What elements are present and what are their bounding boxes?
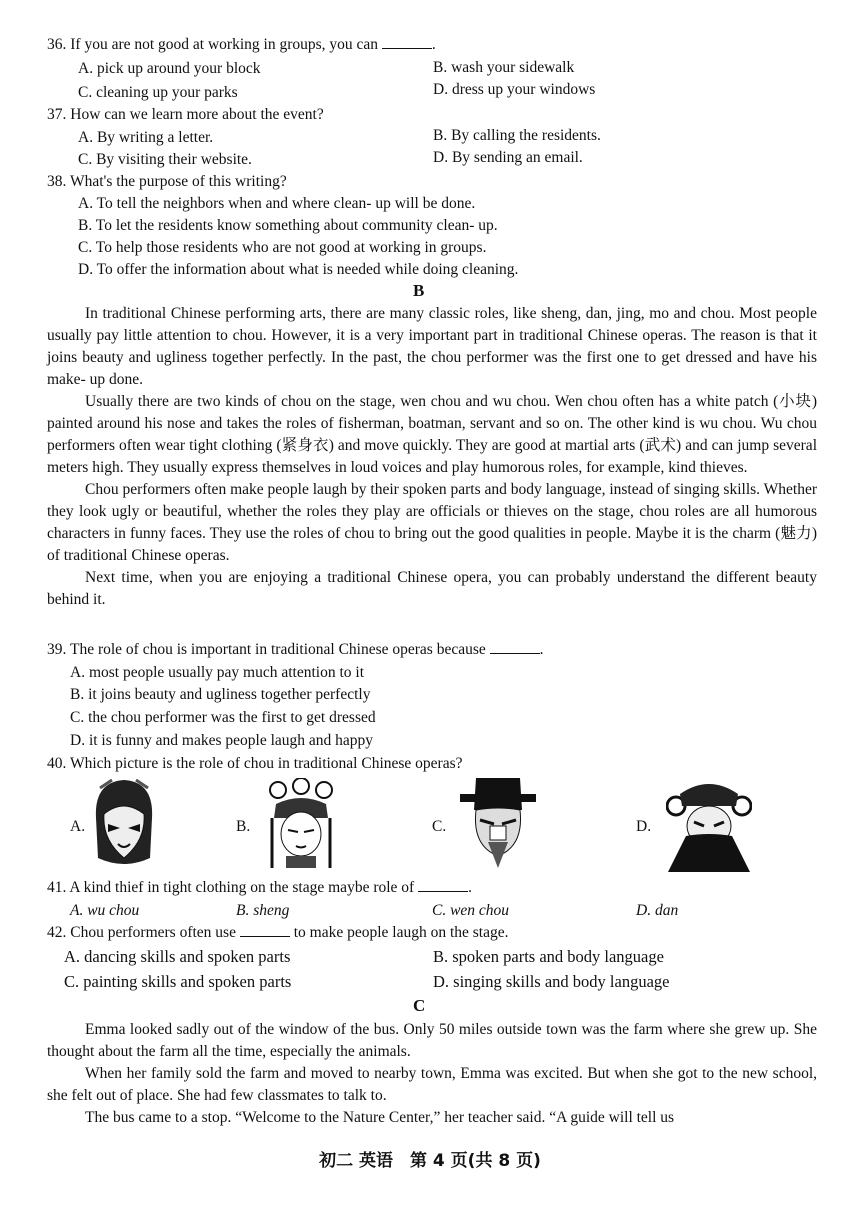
q38-option-b: B. To let the residents know something about community clean- up. [78, 217, 498, 234]
q36-stem [47, 34, 436, 56]
q36-stem-text: 36. If you are not good at working in groups, you can [47, 36, 382, 53]
q41-stem [47, 877, 472, 899]
q37-option-d: D. By sending an email. [433, 149, 583, 166]
answer-blank [240, 922, 290, 937]
q39-option-c: C. the chou performer was the first to get dressed [70, 709, 376, 726]
q39-stem-text: 39. The role of chou is important in traditional Chinese operas because [47, 641, 490, 658]
passage-c-paragraph: Emma looked sadly out of the window of the bus. Only 50 miles outside town was the farm where she grew up. She thought about the farm all the time, especially the animals. [47, 1021, 817, 1060]
q39-stem [47, 639, 544, 661]
q39-stem-end: . [539, 641, 544, 658]
passage-b-paragraph: Next time, when you are enjoying a traditional Chinese opera, you can probably understand the different beauty behind it. [47, 569, 817, 608]
q42-stem-text: 42. Chou performers often use [47, 924, 240, 941]
passage-b-paragraph: Chou performers often make people laugh by their spoken parts and body language, instead of singing skills. Whether they look ugly or beautiful, whether the roles they play are officials or thieves on the stage, chou roles are all humorous characters in funny faces. They use the roles of chou to bring out the good qualities in people. Maybe it is the charm (魅力) of traditional Chinese operas. [47, 481, 817, 564]
q41-option-a: A. wu chou [70, 902, 140, 919]
answer-blank [418, 877, 468, 892]
q37-option-b: B. By calling the residents. [433, 127, 601, 144]
q38-stem: 38. What's the purpose of this writing? [47, 173, 287, 190]
q42-option-c: C. painting skills and spoken parts [64, 972, 292, 991]
q36-stem-end: . [431, 36, 436, 53]
opera-face-c-image [458, 776, 538, 870]
q39-option-b: B. it joins beauty and ugliness together perfectly [70, 686, 371, 703]
opera-face-a-image [92, 778, 156, 870]
answer-blank [382, 34, 432, 49]
q39-option-d: D. it is funny and makes people laugh and happy [70, 732, 374, 749]
q40-label-b: B. [236, 818, 251, 835]
q39-option-a: A. most people usually pay much attention to it [70, 664, 365, 681]
q37-stem: 37. How can we learn more about the event? [47, 106, 324, 123]
q40-label-d: D. [636, 818, 652, 835]
page-footer: 初二 英语 第 4 页(共 8 页) [319, 1151, 541, 1171]
opera-face-d-image [666, 776, 752, 872]
q40-label-c: C. [432, 818, 447, 835]
section-b-heading: B [413, 281, 425, 300]
opera-face-b-image [266, 778, 336, 870]
q42-option-a: A. dancing skills and spoken parts [64, 947, 291, 966]
passage-c [47, 1019, 817, 1129]
q37-option-a: A. By writing a letter. [78, 129, 214, 146]
q38-option-a: A. To tell the neighbors when and where clean- up will be done. [78, 195, 476, 212]
passage-b-paragraph: In traditional Chinese performing arts, there are many classic roles, like sheng, dan, jing, mo and chou. Most people usually pay little attention to chou. However, it is a very important part in traditional Chinese operas. The reason is that it joins beauty and ugliness together perfectly. In the past, the chou performer was the first one to get dressed and have his make- up done. [47, 305, 817, 388]
q40-stem: 40. Which picture is the role of chou in traditional Chinese operas? [47, 755, 463, 772]
q42-stem-end: to make people laugh on the stage. [289, 924, 509, 941]
q41-stem-text: 41. A kind thief in tight clothing on the stage maybe role of [47, 879, 419, 896]
q41-option-d: D. dan [636, 902, 679, 919]
answer-blank [490, 639, 540, 654]
q41-option-b: B. sheng [236, 902, 290, 919]
passage-b-paragraph: Usually there are two kinds of chou on the stage, wen chou and wu chou. Wen chou often has a white patch (小块) painted around his nose and takes the roles of fisherman, boatman, servant and so on. The other kind is wu chou. Wu chou performers often wear tight clothing (紧身衣) and move quickly. They are good at martial arts (武术) and can jump several meters high. They usually express themselves in loud voices and play humorous roles, for example, kind thieves. [47, 393, 817, 476]
passage-c-paragraph: When her family sold the farm and moved to nearby town, Emma was excited. But when she got to the new school, she felt out of place. She had few classmates to talk to. [47, 1065, 817, 1104]
section-c-heading: C [413, 996, 426, 1015]
q36-option-c: C. cleaning up your parks [78, 84, 238, 101]
q37-option-c: C. By visiting their website. [78, 151, 252, 168]
q36-option-a: A. pick up around your block [78, 60, 261, 77]
q42-option-d: D. singing skills and body language [433, 972, 670, 991]
q36-option-d: D. dress up your windows [433, 81, 596, 98]
q42-option-b: B. spoken parts and body language [433, 947, 664, 966]
passage-b [47, 303, 817, 611]
q40-label-a: A. [70, 818, 86, 835]
q36-option-b: B. wash your sidewalk [433, 59, 575, 76]
q42-stem [47, 922, 509, 944]
q41-stem-end: . [468, 879, 472, 896]
passage-c-paragraph: The bus came to a stop. “Welcome to the Nature Center,” her teacher said. “A guide will tell us [85, 1109, 675, 1126]
q41-option-c: C. wen chou [432, 902, 510, 919]
q38-option-d: D. To offer the information about what is needed while doing cleaning. [78, 261, 519, 278]
q38-option-c: C. To help those residents who are not good at working in groups. [78, 239, 487, 256]
